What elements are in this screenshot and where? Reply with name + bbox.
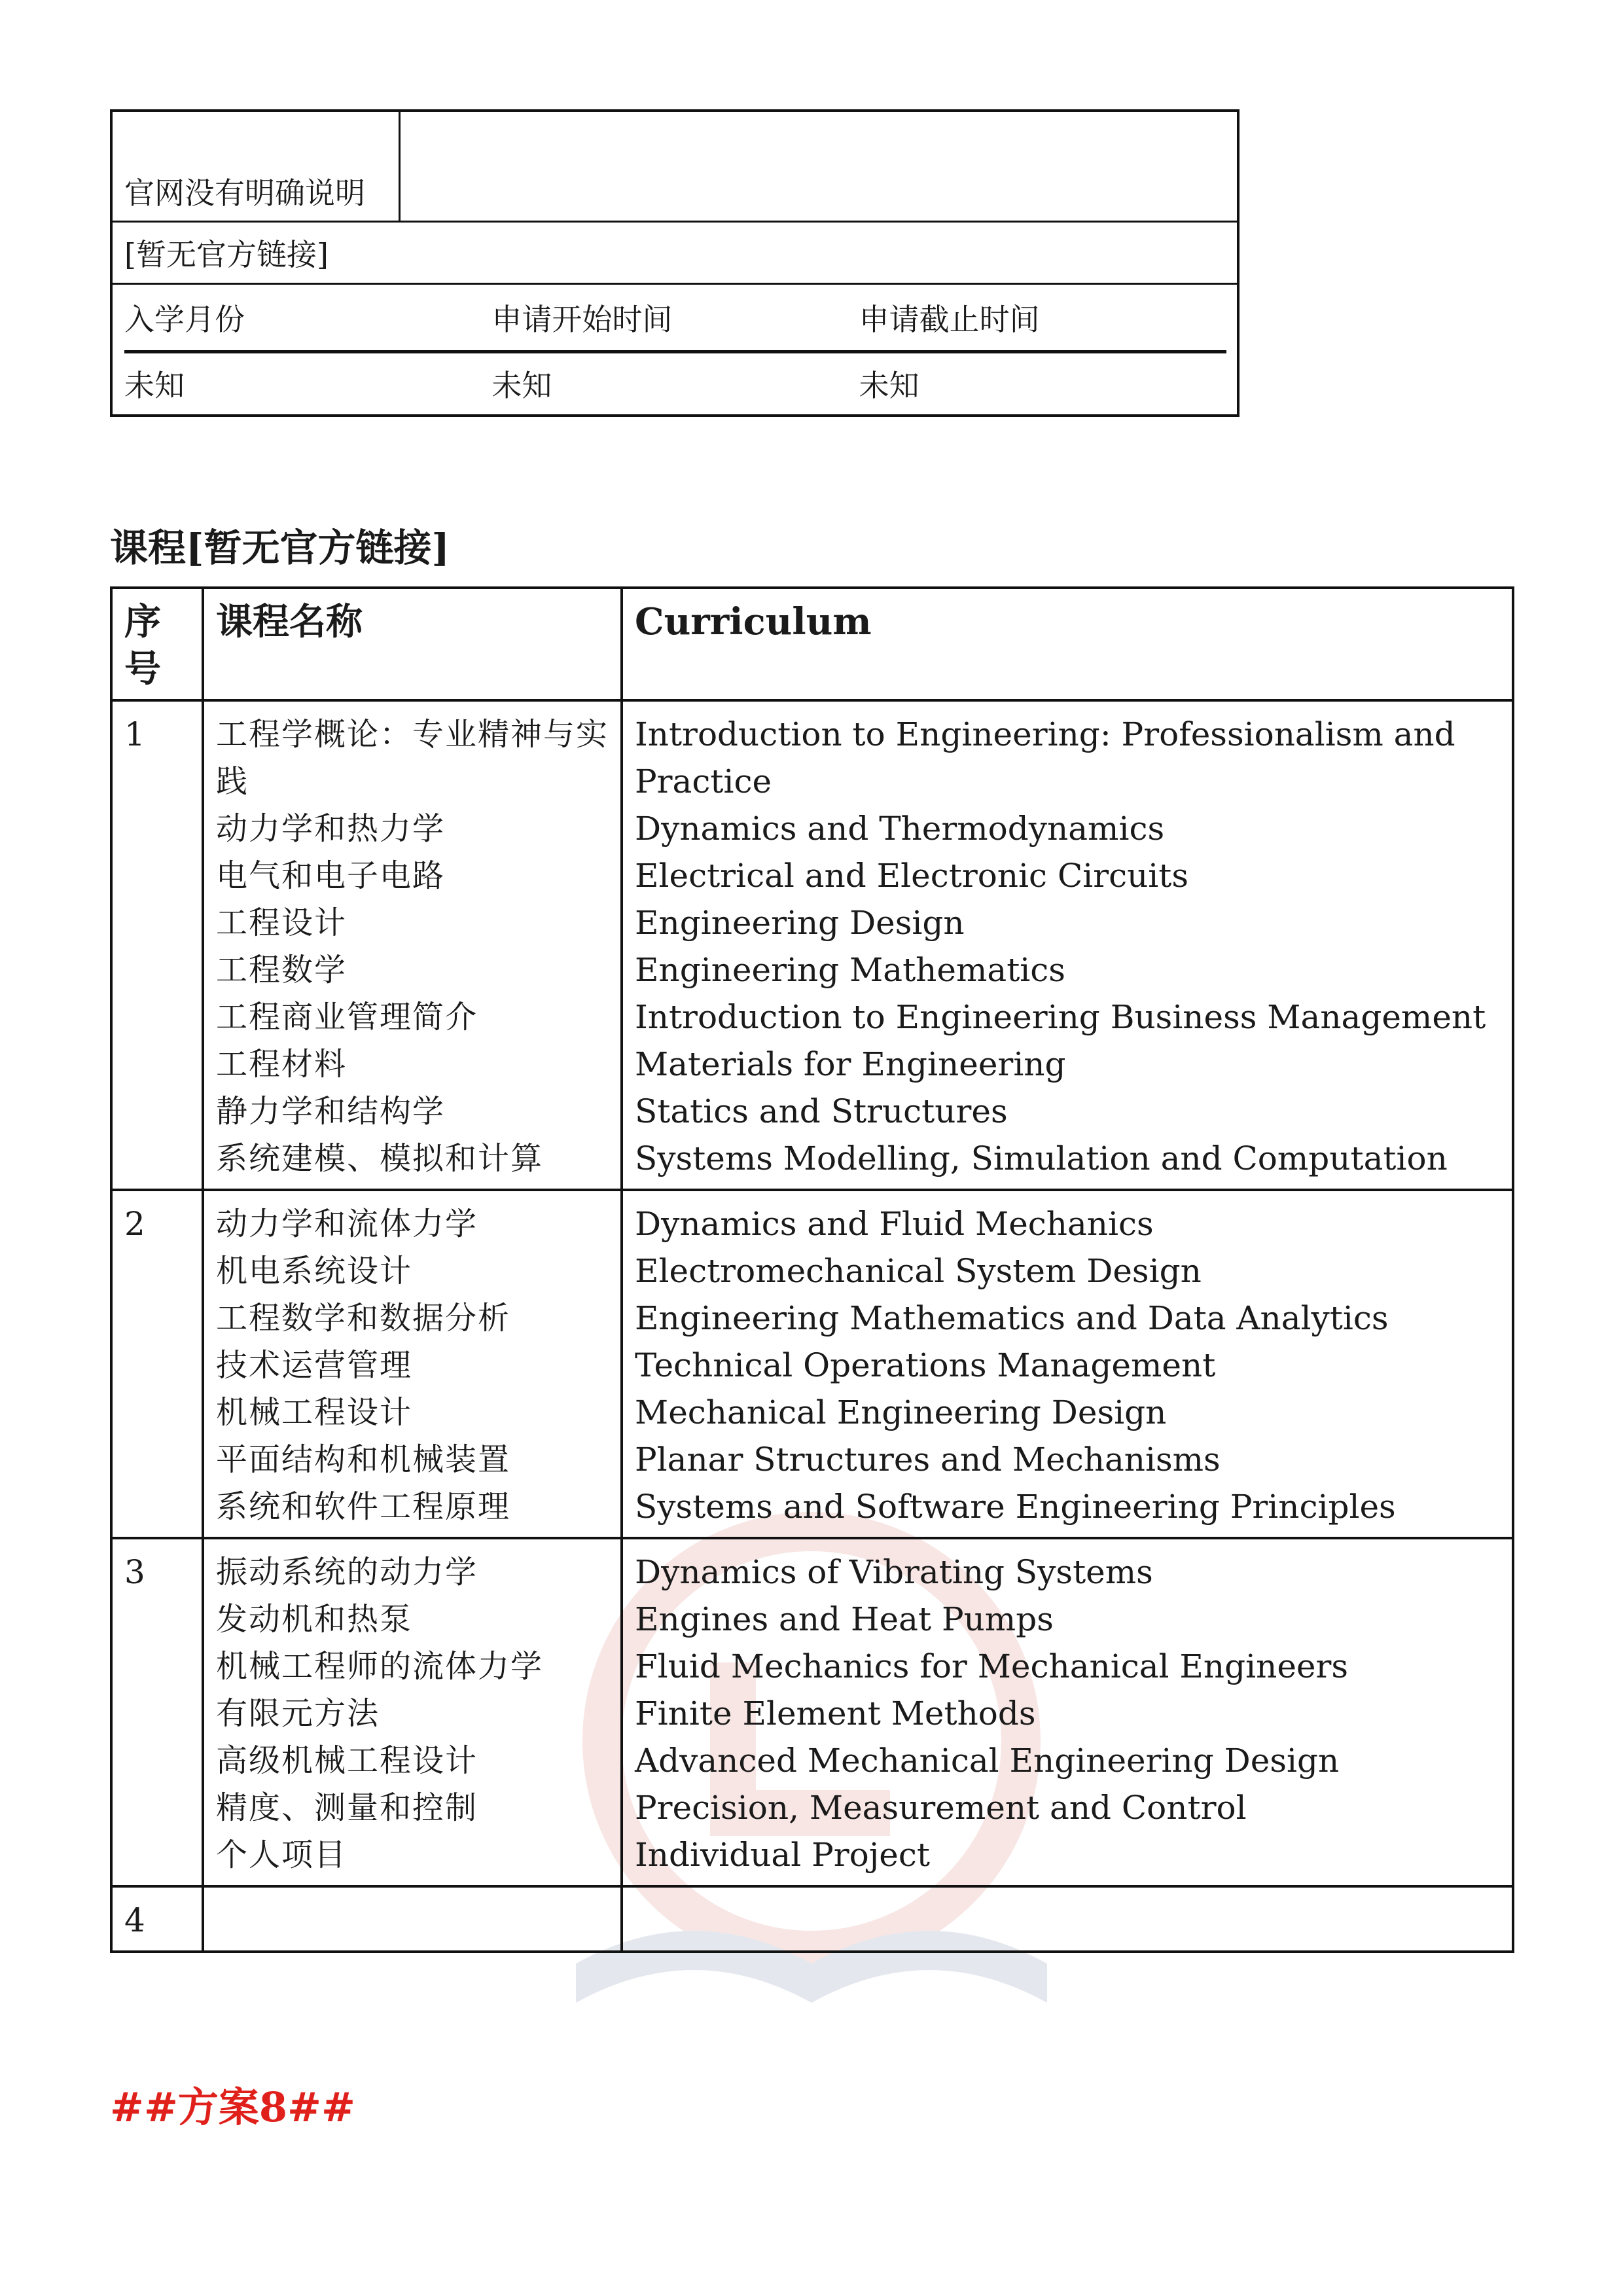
course-name-en: Materials for Engineering	[635, 1045, 1066, 1083]
course-name-cn: 有限元方法	[216, 1695, 380, 1732]
course-name-en-cell	[622, 1538, 1513, 1886]
course-name-cn-cell	[203, 1886, 622, 1952]
admission-info-box	[110, 109, 1240, 417]
course-name-en: Precision, Measurement and Control	[635, 1789, 1247, 1827]
course-name-cn: 精度、测量和控制	[216, 1789, 478, 1826]
course-name-cn-cell	[203, 1538, 622, 1886]
course-name-en-cell	[622, 700, 1513, 1190]
course-name-cn: 技术运营管理	[216, 1347, 413, 1384]
date-value-row	[124, 353, 1226, 414]
course-name-cn: 个人项目	[216, 1837, 348, 1873]
course-name-cn: 机械工程师的流体力学	[216, 1648, 544, 1685]
enrollment-month-header: 入学月份	[124, 302, 245, 337]
course-name-cn: 高级机械工程设计	[216, 1742, 478, 1779]
course-name-en: Engineering Mathematics and Data Analytics	[635, 1299, 1389, 1337]
year-number-cell: 4	[111, 1886, 203, 1952]
course-name-en-cell	[622, 1190, 1513, 1538]
course-name-cn: 发动机和热泵	[216, 1601, 413, 1638]
curriculum-section-title: 课程[暂无官方链接]	[110, 526, 450, 570]
course-name-cn: 工程数学	[216, 952, 348, 988]
course-name-cn: 工程商业管理简介	[216, 999, 478, 1035]
table-row	[111, 1190, 1513, 1538]
course-name-cn: 工程设计	[216, 905, 348, 941]
course-name-cn: 振动系统的动力学	[216, 1554, 478, 1590]
course-name-cn: 平面结构和机械装置	[216, 1441, 511, 1478]
header-curriculum-en: Curriculum	[622, 588, 1513, 700]
header-number: 序号	[111, 588, 203, 700]
year-number-cell: 2	[111, 1190, 203, 1538]
course-name-cn: 静力学和结构学	[216, 1093, 446, 1130]
course-name-en: Dynamics and Thermodynamics	[635, 810, 1165, 848]
table-row	[111, 700, 1513, 1190]
course-name-cn-cell	[203, 700, 622, 1190]
course-name-cn: 系统建模、模拟和计算	[216, 1140, 544, 1177]
course-name-cn: 动力学和流体力学	[216, 1206, 478, 1242]
table-row	[111, 1886, 1513, 1952]
date-header-row	[124, 285, 1226, 353]
course-name-en: Introduction to Engineering Business Management	[635, 998, 1486, 1036]
course-name-cn: 动力学和热力学	[216, 810, 446, 847]
course-name-cn: 系统和软件工程原理	[216, 1488, 511, 1525]
course-name-cn: 工程数学和数据分析	[216, 1300, 511, 1336]
official-note-row	[113, 112, 1237, 223]
course-name-cn-cell	[203, 1190, 622, 1538]
course-name-cn: 工程材料	[216, 1046, 348, 1083]
course-name-cn: 工程学概论：专业精神与实践	[216, 716, 609, 800]
course-name-en: Systems Modelling, Simulation and Computation	[635, 1139, 1448, 1177]
course-name-en: Introduction to Engineering: Professionalism and Practice	[635, 715, 1455, 800]
course-name-en: Fluid Mechanics for Mechanical Engineers	[635, 1647, 1349, 1685]
application-deadline-value: 未知	[859, 368, 919, 403]
plan-label: ##方案8##	[110, 2083, 355, 2131]
header-course-name-cn: 课程名称	[203, 588, 622, 700]
course-name-cn: 机电系统设计	[216, 1253, 413, 1289]
course-name-en: Statics and Structures	[635, 1092, 1008, 1130]
course-name-en: Technical Operations Management	[635, 1346, 1216, 1384]
application-start-header: 申请开始时间	[491, 302, 673, 337]
course-name-en: Dynamics of Vibrating Systems	[635, 1553, 1153, 1591]
table-header-row	[111, 588, 1513, 700]
official-note-text: 官网没有明确说明	[113, 112, 401, 221]
course-name-en: Engineering Design	[635, 904, 965, 942]
table-row	[111, 1538, 1513, 1886]
course-name-cn: 电气和电子电路	[216, 857, 446, 894]
official-note-empty-cell	[401, 112, 1237, 221]
course-name-en: Engines and Heat Pumps	[635, 1600, 1054, 1638]
course-name-en: Planar Structures and Mechanisms	[635, 1441, 1221, 1479]
course-name-en: Advanced Mechanical Engineering Design	[635, 1742, 1340, 1780]
course-name-cn: 机械工程设计	[216, 1394, 413, 1431]
year-number-cell: 1	[111, 700, 203, 1190]
course-name-en: Finite Element Methods	[635, 1695, 1036, 1732]
application-start-value: 未知	[491, 368, 552, 403]
year-number-cell: 3	[111, 1538, 203, 1886]
course-name-en: Dynamics and Fluid Mechanics	[635, 1205, 1154, 1243]
course-name-en: Systems and Software Engineering Principles	[635, 1488, 1396, 1526]
course-name-en-cell	[622, 1886, 1513, 1952]
link-note-text: [暂无官方链接]	[113, 223, 1237, 285]
curriculum-table	[110, 586, 1514, 1953]
application-dates	[113, 285, 1237, 414]
enrollment-month-value: 未知	[124, 368, 185, 403]
application-deadline-header: 申请截止时间	[859, 302, 1040, 337]
course-name-en: Engineering Mathematics	[635, 951, 1065, 989]
course-name-en: Electrical and Electronic Circuits	[635, 857, 1189, 895]
course-name-en: Individual Project	[635, 1836, 930, 1874]
course-name-en: Electromechanical System Design	[635, 1252, 1202, 1290]
course-name-en: Mechanical Engineering Design	[635, 1393, 1167, 1431]
